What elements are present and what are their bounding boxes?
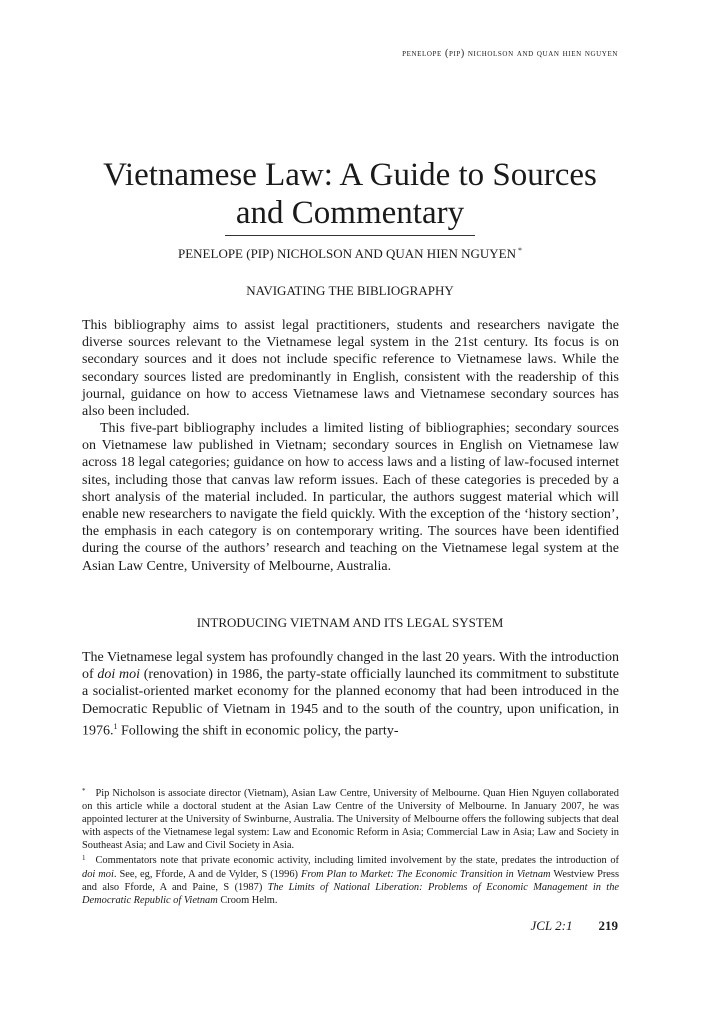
author-footnote-mark: *	[518, 246, 522, 255]
footnote-star-text: Pip Nicholson is associate director (Vietnam), Asian Law Centre, University of Melbourne. Quan Hien Nguyen collaborated on this article while a doctoral student at the Asian Law Centre of the University of Melbourne. In January 2007, he was appointed lecturer at the University of Swinburne, Australia. The University of Melbourne offers the following subjects that deal with aspects of the Vietnamese legal system: Law and Economic Reform in Asia; Commercial Law in Asia; Law and Society in Southeast Asia; and Law and Civil Society in Asia.	[82, 788, 619, 852]
page-number: 219	[598, 918, 618, 933]
section-heading-navigating: NAVIGATING THE BIBLIOGRAPHY	[246, 283, 454, 298]
section-heading-introducing: INTRODUCING VIETNAM AND ITS LEGAL SYSTEM	[196, 615, 504, 630]
footnote-1-text-b: . See, eg, Fforde, A and de Vylder, S (1996)	[113, 868, 301, 880]
footnote-1-book-title-2: The Limits of National Liberation: Problems of Economic Management in the Democratic Republic of Vietnam	[82, 881, 620, 906]
footnote-star	[82, 785, 619, 852]
footnote-1-italic-term: doi moi	[82, 868, 114, 880]
article-title: Vietnamese Law: A Guide to Sources and Commentary	[103, 157, 597, 231]
title-rule	[225, 235, 475, 236]
footnote-ref-1[interactable]: 1	[113, 721, 118, 731]
paragraph-2	[82, 420, 619, 575]
footnote-1-text-a: Commentators note that private economic activity, including limited involvement by the state, predates the introduction of	[95, 855, 619, 867]
author-line	[80, 246, 620, 262]
footnote-star-mark: *	[82, 787, 86, 795]
footnote-1-text-c: Westview Press and also Fforde, A and Paine, S (1987)	[82, 868, 620, 893]
page-footer	[530, 918, 618, 934]
paragraph-3-text-a: The Vietnamese legal system has profoundly changed in the last 20 years. With the introduction of	[82, 650, 619, 683]
paragraph-1: This bibliography aims to assist legal practitioners, students and researchers navigate the diverse sources relevant to the Vietnamese legal system in the 21st century. Its focus is on secondary sources and it does not include specific reference to Vietnamese laws. While the secondary sources listed are predominantly in English, consistent with the readership of this journal, guidance on how to access Vietnamese laws and Vietnamese secondary sources has also been included.	[82, 318, 619, 420]
footnote-1-mark: 1	[82, 854, 86, 863]
paragraph-3	[82, 649, 619, 740]
running-head: penelope (pip) nicholson and quan hien nguyen	[402, 48, 618, 59]
author-names: PENELOPE (PIP) NICHOLSON AND QUAN HIEN NGUYEN	[178, 246, 516, 261]
paragraph-3-italic-term: doi moi	[97, 667, 141, 683]
journal-citation: JCL 2:1	[530, 918, 573, 933]
footnote-1-text-d: Croom Helm.	[217, 894, 278, 906]
paragraph-2-text: This five-part bibliography includes a limited listing of bibliographies; secondary sources on Vietnamese law published in Vietnam; secondary sources in English on Vietnamese law across 18 legal categories; guidance on how to access laws and a listing of law-focused internet sites, including those that canvas law reform issues. Each of these categories is preceded by a short analysis of the material included. In particular, the authors suggest material which will enable new researchers to navigate the field quickly. With the exception of the ‘history section’, the emphasis in each category is on contemporary writing. The sources have been identified during the course of the authors’ research and teaching on the Vietnamese legal system at the Asian Law Centre, University of Melbourne, Australia.	[82, 421, 619, 574]
footnote-1-book-title-1: From Plan to Market: The Economic Transition in Vietnam	[300, 868, 551, 880]
paragraph-3-text-b: (renovation) in 1986, the party-state officially launched its commitment to substitute a socialist-oriented market economy for the planned economy that had been introduced in the Democratic Republic of Vietnam in 1945 and to the south of the country, upon unification, in 1976.	[82, 667, 619, 739]
paragraph-3-text-c: Following the shift in economic policy, the party-	[117, 723, 399, 739]
footnotes	[82, 785, 619, 907]
footnote-1	[82, 852, 619, 906]
